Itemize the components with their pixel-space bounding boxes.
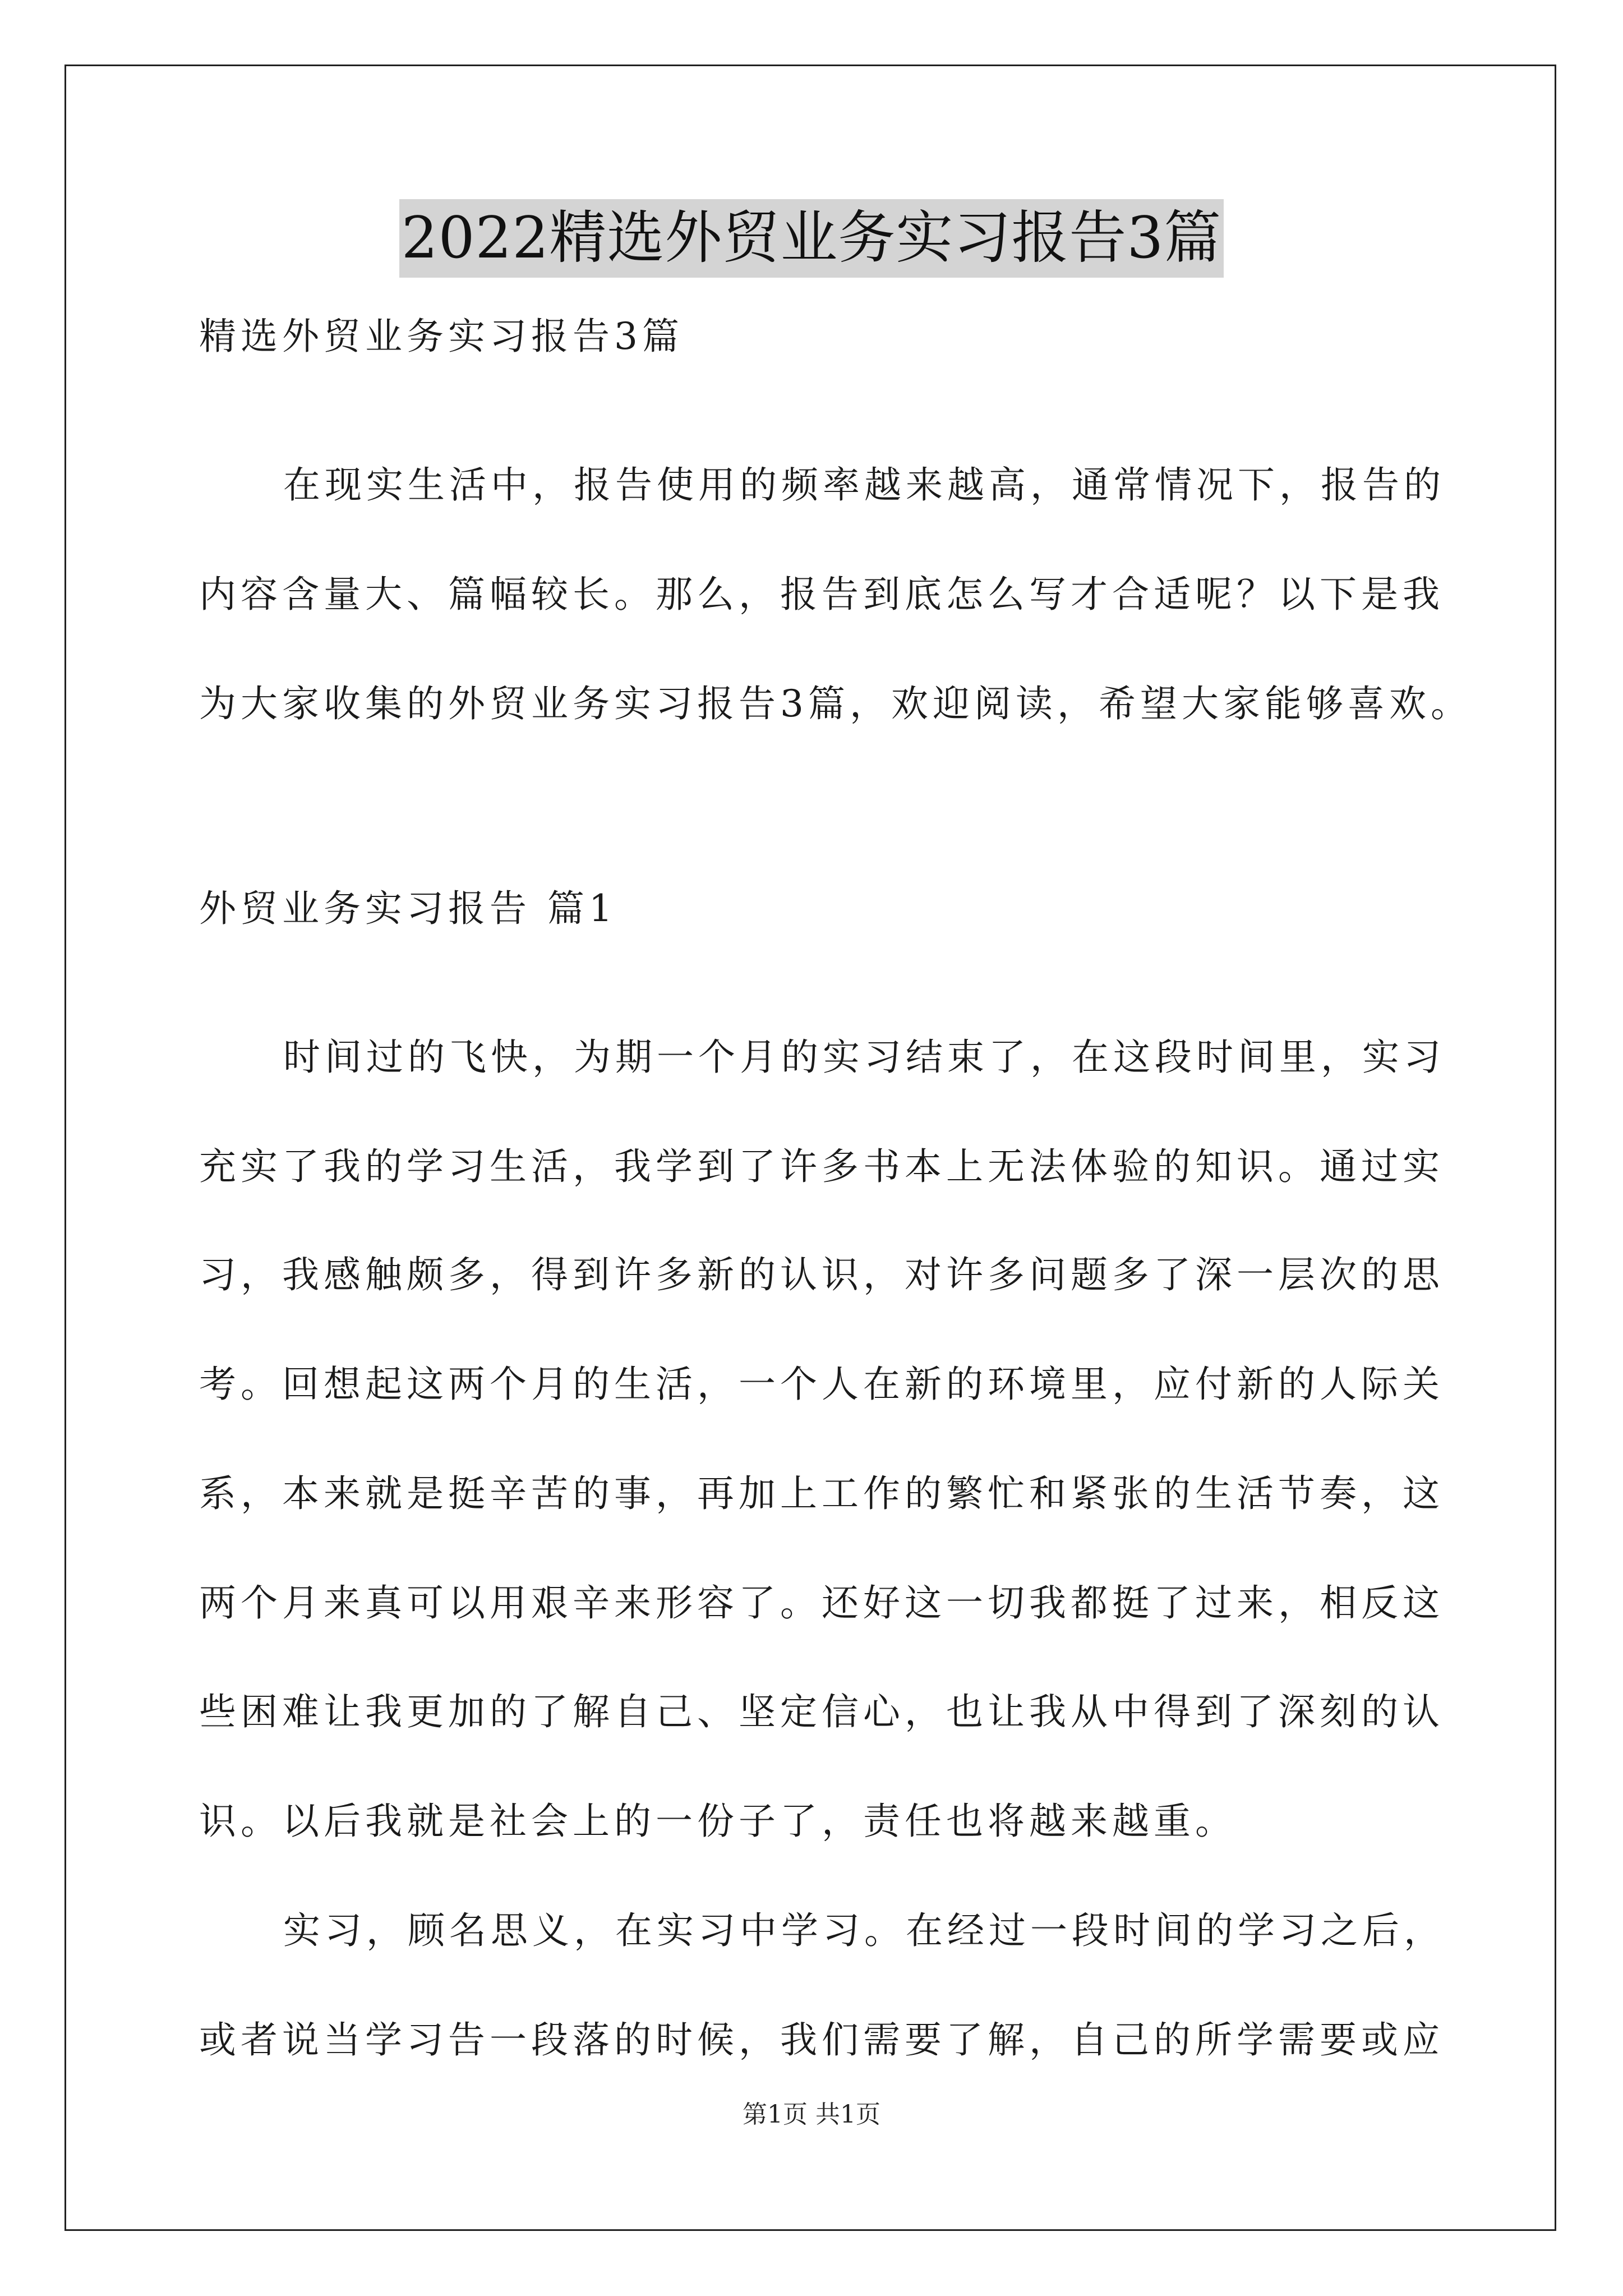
document-subtitle: 精选外贸业务实习报告3篇 [199, 315, 684, 358]
intro-line: 内容含量大、篇幅较长。那么，报告到底怎么写才合适呢？以下是我 [199, 573, 1444, 616]
paragraph-line: 考。回想起这两个月的生活，一个人在新的环境里，应付新的人际关 [199, 1363, 1444, 1406]
paragraph-line: 习，我感触颇多，得到许多新的认识，对许多问题多了深一层次的思 [199, 1253, 1444, 1296]
intro-line: 在现实生活中，报告使用的频率越来越高，通常情况下，报告的 [283, 463, 1445, 507]
page-footer: 第1页 共1页 [743, 2100, 880, 2129]
document-title: 2022精选外贸业务实习报告3篇 [399, 199, 1224, 278]
paragraph-line: 充实了我的学习生活，我学到了许多书本上无法体验的知识。通过实 [199, 1145, 1444, 1188]
paragraph-line: 系，本来就是挺辛苦的事，再加上工作的繁忙和紧张的生活节奏，这 [199, 1472, 1444, 1515]
paragraph-line: 些困难让我更加的了解自己、坚定信心，也让我从中得到了深刻的认 [199, 1690, 1444, 1733]
paragraph-line: 实习，顾名思义，在实习中学习。在经过一段时间的学习之后， [283, 1909, 1445, 1952]
section-heading: 外贸业务实习报告 篇1 [199, 887, 617, 930]
paragraph-line: 两个月来真可以用艰辛来形容了。还好这一切我都挺了过来，相反这 [199, 1581, 1444, 1625]
title-container [0, 199, 1623, 278]
paragraph-line: 时间过的飞快，为期一个月的实习结束了，在这段时间里，实习 [283, 1036, 1445, 1079]
paragraph-line: 识。以后我就是社会上的一份子了，责任也将越来越重。 [199, 1800, 1237, 1843]
intro-line: 为大家收集的外贸业务实习报告3篇，欢迎阅读，希望大家能够喜欢。 [199, 682, 1472, 725]
paragraph-line: 或者说当学习告一段落的时候，我们需要了解，自己的所学需要或应 [199, 2018, 1444, 2062]
